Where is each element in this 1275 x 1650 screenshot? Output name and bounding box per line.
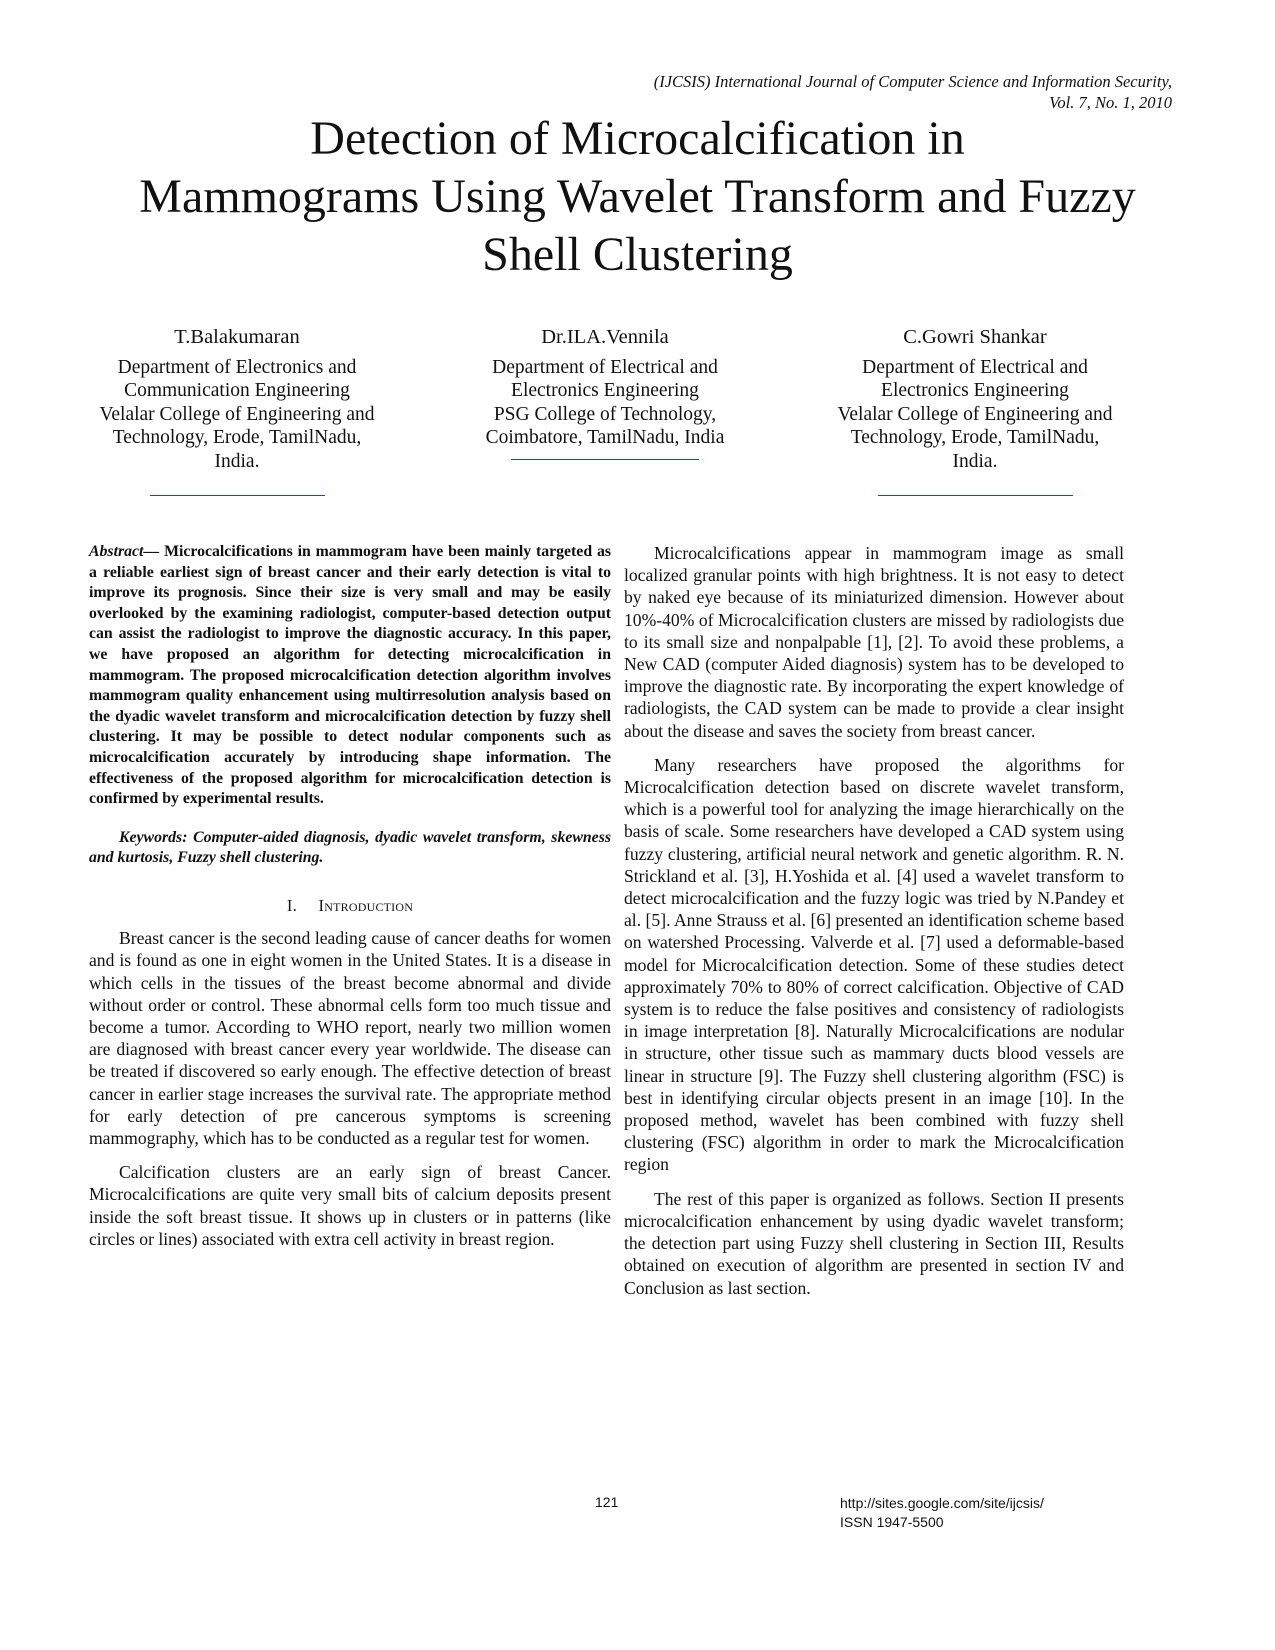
right-column <box>624 542 1124 1311</box>
body-paragraph: Microcalcifications appear in mammogram image as small localized granular points with high brightness. It is not easy to detect by naked eye because of its miniaturized dimension. However about 10%-40% of Microcalcification clusters are missed by radiologists due to its small size and nonpalpable [1], [2]. To avoid these problems, a New CAD (computer Aided diagnosis) system has to be developed to improve the diagnostic rate. By incorporating the expert knowledge of radiologists, the CAD system can be made to provide a clear insight about the disease and saves the society from breast cancer. <box>624 543 1124 741</box>
email-link[interactable] <box>878 495 1073 496</box>
affiliation-line: India. <box>952 450 998 472</box>
paper-title <box>60 110 1215 284</box>
abstract-label: Abstract— <box>89 543 160 560</box>
title-line-3: Shell Clustering <box>482 228 793 281</box>
issn: ISSN 1947-5500 <box>840 1514 944 1530</box>
title-line-1: Detection of Microcalcification in <box>310 112 965 165</box>
abstract <box>89 542 611 810</box>
journal-name: (IJCSIS) International Journal of Computer Science and Information Security, <box>653 72 1172 91</box>
affiliation-line: PSG College of Technology, <box>493 403 717 425</box>
journal-url[interactable]: http://sites.google.com/site/ijcsis/ <box>840 1495 1044 1511</box>
body-paragraph: Breast cancer is the second leading cause of cancer deaths for women and is found as one in eight women in the United States. It is a disease in which cells in the tissues of the breast become abnormal and divide without order or control. These abnormal cells form too much tissue and become a tumor. According to WHO report, nearly two million women are diagnosed with breast cancer every year worldwide. The disease can be treated if discovered so early enough. The effective detection of breast cancer in earlier stage increases the survival rate. The appropriate method for early detection of pre cancerous symptoms is screening mammography, which has to be conducted as a regular test for women. <box>89 928 611 1148</box>
author-name: Dr.ILA.Vennila <box>541 326 669 348</box>
affiliation-line: Technology, Erode, TamilNadu, <box>850 427 1100 448</box>
author-block-2 <box>440 326 770 460</box>
affiliation-line: Department of Electronics and <box>117 356 357 378</box>
author-block-3 <box>810 326 1140 496</box>
section-title: Introduction <box>318 895 414 915</box>
title-line-2: Mammograms Using Wavelet Transform and Fuzzy <box>139 170 1136 223</box>
affiliation-line: Velalar College of Engineering and <box>99 403 375 425</box>
left-column <box>89 542 611 1262</box>
affiliation-line: Electronics Engineering <box>511 380 699 401</box>
affiliation-line: India. <box>214 450 260 472</box>
page-number: 121 <box>595 1494 619 1510</box>
abstract-text: Microcalcifications in mammogram have been mainly targeted as a reliable earliest sign of breast cancer and their early detection is vital to improve its prognosis. Since their size is very small and may be easily overlooked by the examining radiologist, computer-based detection output can assist the radiologist to improve the diagnostic accuracy. In this paper, we have proposed an algorithm for detecting microcalcification in mammogram. The proposed microcalcification detection algorithm involves mammogram quality enhancement using multirresolution analysis based on the dyadic wavelet transform and microcalcification detection by fuzzy shell clustering. It may be possible to detect nodular components such as microcalcification accurately by introducing shape information. The effectiveness of the proposed algorithm for microcalcification detection is confirmed by experimental results. <box>89 543 611 808</box>
email-link[interactable] <box>150 495 325 496</box>
body-paragraph: The rest of this paper is organized as follows. Section II presents microcalcification enhancement by using dyadic wavelet transform; the detection part using Fuzzy shell clustering in Section III, Results obtained on execution of algorithm are presented in section IV and Conclusion as last section. <box>624 1188 1124 1298</box>
section-heading <box>89 895 611 917</box>
body-paragraph: Many researchers have proposed the algorithms for Microcalcification detection based on discrete wavelet transform, which is a powerful tool for analyzing the image hierarchically on the basis of scale. Some researchers have developed a CAD system using fuzzy clustering, artificial neural network and genetic algorithm. R. N. Strickland et al. [3], H.Yoshida et al. [4] used a wavelet transform to detect microcalcification and the fuzzy logic was tried by N.Pandey et al. [5]. Anne Strauss et al. [6] presented an identification scheme based on watershed Processing. Valverde et al. [7] used a deformable-based model for Microcalcification detection. Some of these studies detect approximately 70% to 80% of correct calcification. Objective of CAD system is to reduce the false positives and consistency of radiologists in image interpretation [8]. Naturally Microcalcifications are nodular in structure, other tissue such as mammary ducts blood vessels are linear in structure [9]. The Fuzzy shell clustering algorithm (FSC) is best in identifying circular objects present in an image [10]. In the proposed method, wavelet has been combined with fuzzy shell clustering (FSC) algorithm in order to mark the Microcalcification region <box>624 754 1124 1175</box>
journal-header <box>654 71 1172 113</box>
affiliation-line: Department of Electrical and <box>492 356 718 378</box>
affiliation-line: Department of Electrical and <box>862 356 1088 378</box>
body-paragraph: Calcification clusters are an early sign of breast Cancer. Microcalcifications are quite very small bits of calcium deposits present inside the soft breast tissue. It shows up in clusters or in patterns (like circles or lines) associated with extra cell activity in breast region. <box>89 1162 611 1249</box>
affiliation-line: Electronics Engineering <box>881 380 1069 401</box>
author-name: C.Gowri Shankar <box>903 326 1047 348</box>
author-block-1 <box>72 326 402 496</box>
affiliation-line: Coimbatore, TamilNadu, India <box>485 427 725 448</box>
affiliation-line: Velalar College of Engineering and <box>837 403 1113 425</box>
journal-volume: Vol. 7, No. 1, 2010 <box>1049 93 1172 112</box>
section-number: I. <box>286 895 297 915</box>
keywords: Keywords: Computer-aided diagnosis, dyadic wavelet transform, skewness and kurtosis, Fuzzy shell clustering. <box>89 828 611 867</box>
affiliation-line: Technology, Erode, TamilNadu, <box>112 427 362 448</box>
affiliation-line: Communication Engineering <box>124 380 350 401</box>
footer-info <box>840 1494 1044 1532</box>
email-link[interactable] <box>511 459 699 460</box>
author-name: T.Balakumaran <box>174 326 300 348</box>
